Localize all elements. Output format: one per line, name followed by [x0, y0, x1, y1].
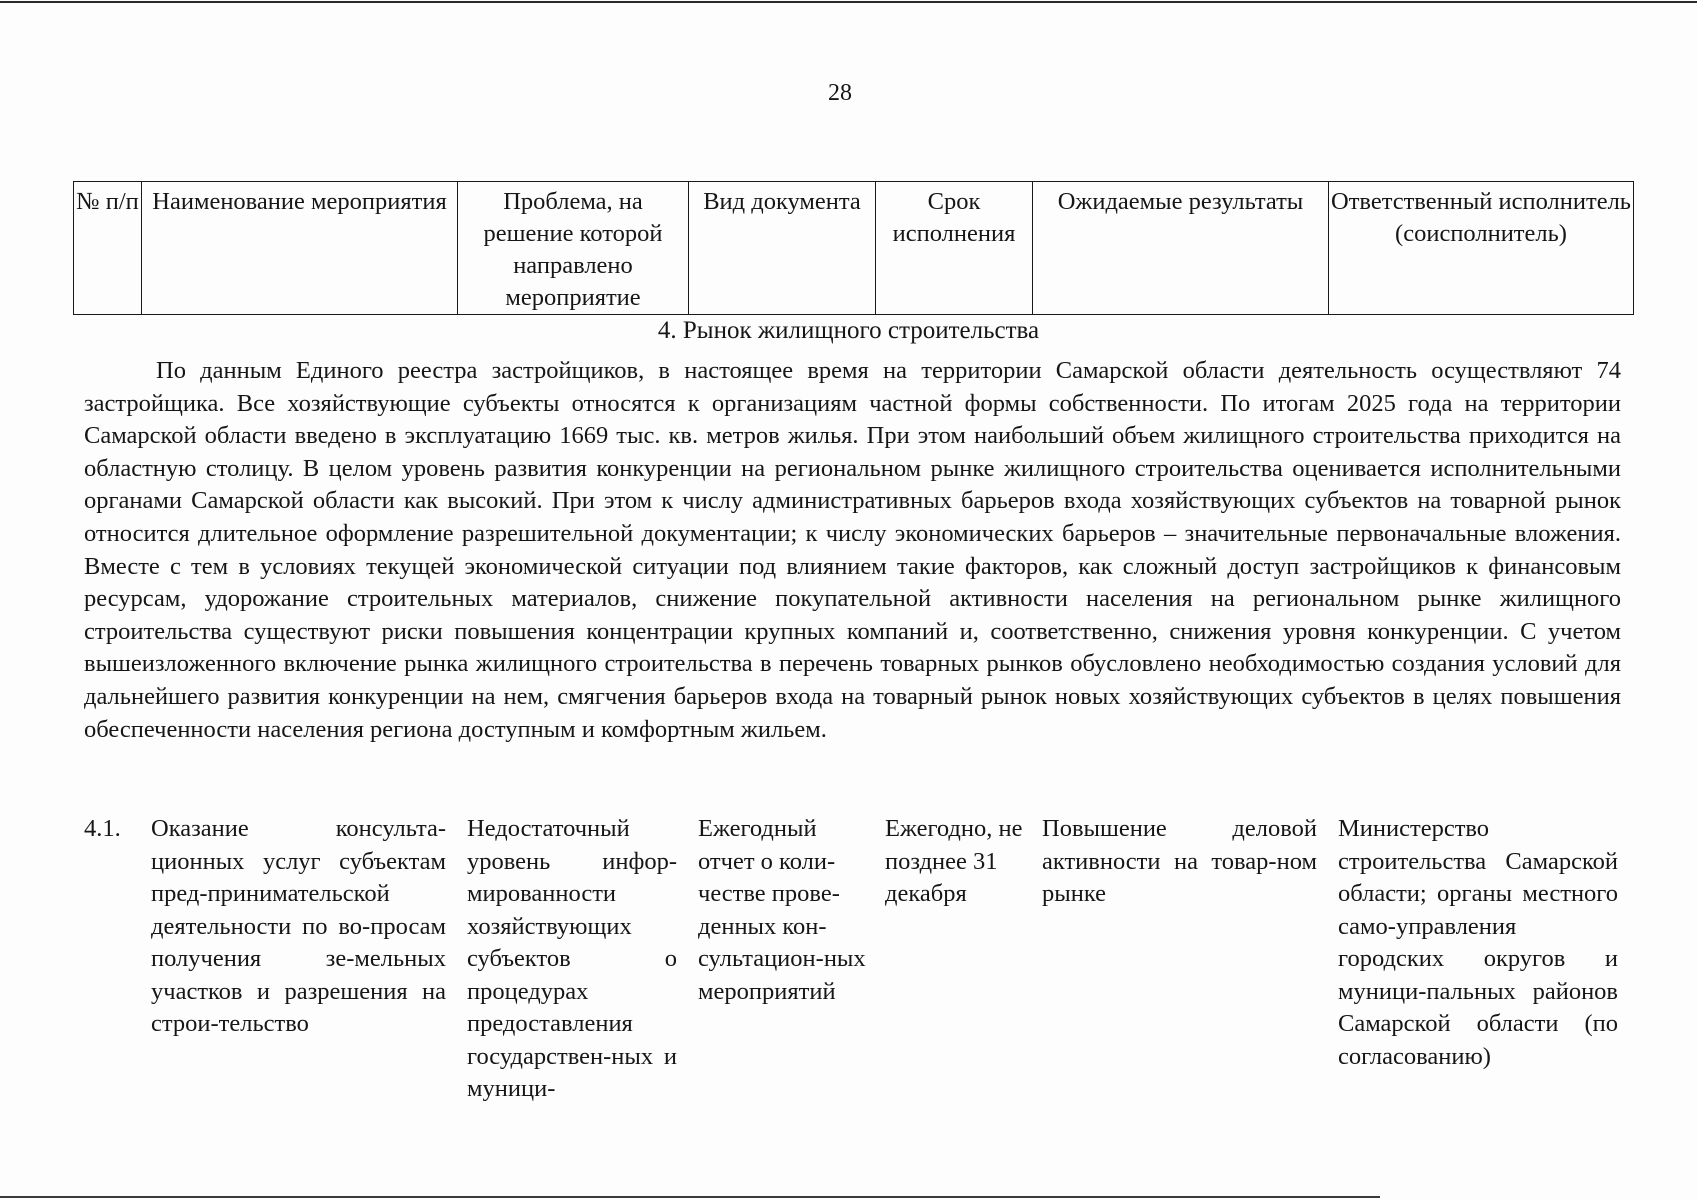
- row-4-1-number: 4.1.: [84, 815, 121, 842]
- scan-edge-bottom: [0, 1196, 1380, 1198]
- header-cell-term: Срок исполнения: [876, 182, 1033, 315]
- section-paragraph: По данным Единого реестра застройщиков, в настоящее время на территории Самарской области деятельность осуществляют 74 застройщика. Все хозяйствующие субъекты относятся к организациям частной формы собственности. По итогам 2025 года на территории Самарской области введено в эксплуатацию 1669 тыс. кв. метров жилья. При этом наибольший объем жилищного строительства приходится на областную столицу. В целом уровень развития конкуренции на региональном рынке жилищного строительства оценивается исполнительными органами Самарской области как высокий. При этом к числу административных барьеров входа хозяйствующих субъектов на товарной рынок относится длительное оформление разрешительной документации; к числу экономических барьеров – значительные первоначальные вложения. Вместе с тем в условиях текущей экономической ситуации под влиянием такие факторов, как сложный доступ застройщиков к финансовым ресурсам, удорожание строительных материалов, снижение покупательной активности населения на региональном рынке жилищного строительства существуют риски повышения концентрации крупных компаний и, соответственно, снижения уровня конкуренции. С учетом вышеизложенного включение рынка жилищного строительства в перечень товарных рынков обусловлено необходимостью создания условий для дальнейшего развития конкуренции на нем, смягчения барьеров входа на товарный рынок новых хозяйствующих субъектов в целях повышения обеспеченности населения региона доступным и комфортным жильем.: [84, 357, 1621, 743]
- row-4-1-executor: Министерство строительства Самарской области; органы местного само-управления городских округов и муници-пальных районов Самарской области (по согласованию): [1338, 815, 1618, 1070]
- row-4-1-problem: Недостаточный уровень инфор-мированности хозяйствующих субъектов о процедурах предоставления государствен-ных и муници-: [467, 815, 677, 1102]
- header-table: [73, 181, 1634, 315]
- header-cell-name: Наименование мероприятия: [142, 182, 458, 315]
- section-title: 4. Рынок жилищного строительства: [657, 317, 1040, 344]
- header-cell-executor: Ответственный исполнитель (соисполнитель): [1329, 182, 1634, 315]
- row-4-1-name: Оказание консульта-ционных услуг субъектам пред-принимательской деятельности по во-просам получения зе-мельных участков и разрешения на строи-тельство: [151, 815, 446, 1037]
- row-4-1-term: Ежегодно, не позднее 31 декабря: [885, 815, 1023, 907]
- page-number: 28: [828, 80, 852, 106]
- header-cell-problem: Проблема, на решение которой направлено мероприятие: [458, 182, 689, 315]
- row-4-1-document: Ежегодный отчет о коли-честве прове-денных кон-сультацион-ных мероприятий: [698, 815, 866, 1005]
- header-cell-document: Вид документа: [689, 182, 876, 315]
- header-row: [74, 182, 1634, 315]
- scan-edge-top: [0, 1, 1697, 3]
- row-4-1-result: Повышение деловой активности на товар-ном рынке: [1042, 815, 1317, 907]
- header-cell-results: Ожидаемые результаты: [1033, 182, 1329, 315]
- header-cell-number: № п/п: [74, 182, 142, 315]
